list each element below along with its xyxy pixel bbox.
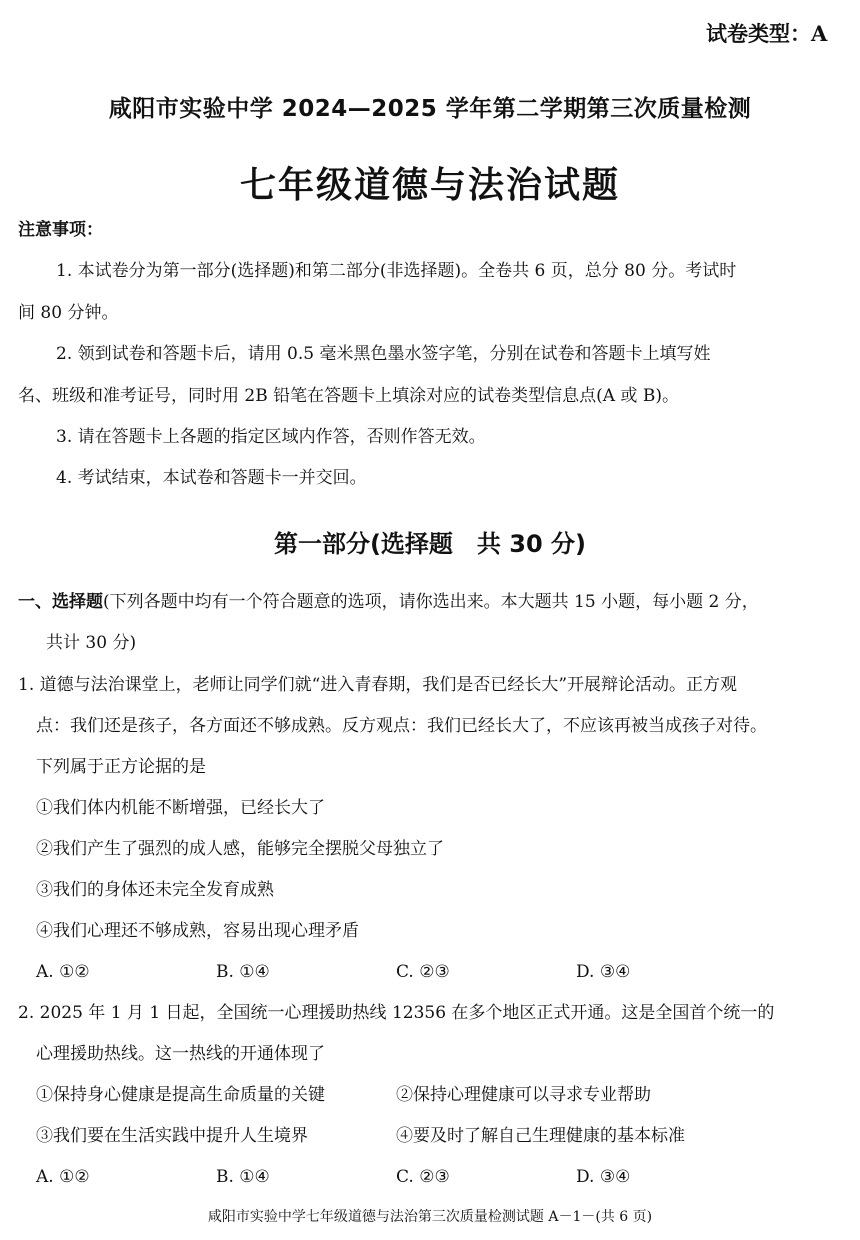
notice-heading: 注意事项： (18, 220, 103, 240)
page-footer: 咸阳市实验中学七年级道德与法治第三次质量检测试题 A－1－(共 6 页) (207, 1209, 653, 1225)
notice-item-4: 4. 考试结束，本试卷和答题卡一并交回。 (56, 468, 367, 488)
q2-statement-3: ③我们要在生活实践中提升人生境界 (36, 1126, 308, 1146)
section-one-description-line-2: 共计 30 分) (46, 633, 137, 653)
q2-statement-2: ②保持心理健康可以寻求专业帮助 (396, 1085, 651, 1105)
q2-statement-4: ④要及时了解自己生理健康的基本标准 (396, 1126, 685, 1146)
q2-option-c[interactable]: C. ②③ (396, 1167, 450, 1187)
exam-type-label: 试卷类型：A (706, 21, 828, 46)
q2-option-d[interactable]: D. ③④ (576, 1167, 631, 1187)
part-one-title: 第一部分(选择题 共 30 分) (273, 530, 587, 558)
notice-item-1-line-1: 1. 本试卷分为第一部分(选择题)和第二部分(非选择题)。全卷共 6 页，总分 80 分。考试时 (56, 261, 737, 281)
section-one-desc: (下列各题中均有一个符合题意的选项，请你选出来。本大题共 15 小题，每小题 2 分， (103, 592, 759, 612)
q2-stem-line-2: 心理援助热线。这一热线的开通体现了 (36, 1044, 325, 1064)
section-one-description-line-1 (18, 590, 759, 614)
q1-option-b[interactable]: B. ①④ (216, 962, 270, 982)
q2-statement-1: ①保持身心健康是提高生命质量的关键 (36, 1085, 325, 1105)
notice-item-2-line-2: 名、班级和准考证号，同时用 2B 铅笔在答题卡上填涂对应的试卷类型信息点(A 或 B)。 (18, 386, 679, 406)
q1-statement-1: ①我们体内机能不断增强，已经长大了 (36, 798, 325, 818)
q1-stem-line-2: 点：我们还是孩子，各方面还不够成熟。反方观点：我们已经长大了，不应该再被当成孩子对待。 (36, 716, 767, 736)
q2-option-a[interactable]: A. ①② (36, 1167, 90, 1187)
q1-statement-3: ③我们的身体还未完全发育成熟 (36, 880, 274, 900)
q2-stem-line-1: 2. 2025 年 1 月 1 日起，全国统一心理援助热线 12356 在多个地区正式开通。这是全国首个统一的 (18, 1003, 775, 1023)
q2-option-b[interactable]: B. ①④ (216, 1167, 270, 1187)
q1-option-c[interactable]: C. ②③ (396, 962, 450, 982)
q1-stem-line-1: 1. 道德与法治课堂上，老师让同学们就“进入青春期，我们是否已经长大”开展辩论活动。正方观 (18, 675, 738, 695)
q1-stem-line-3: 下列属于正方论据的是 (36, 757, 206, 777)
q1-option-a[interactable]: A. ①② (36, 962, 90, 982)
notice-item-2-line-1: 2. 领到试卷和答题卡后，请用 0.5 毫米黑色墨水签字笔，分别在试卷和答题卡上填写姓 (56, 344, 711, 364)
notice-item-1-line-2: 间 80 分钟。 (18, 303, 119, 323)
section-one-label: 一、选择题 (18, 592, 103, 612)
q1-option-d[interactable]: D. ③④ (576, 962, 631, 982)
paper-title: 七年级道德与法治试题 (239, 165, 620, 206)
q1-statement-4: ④我们心理还不够成熟，容易出现心理矛盾 (36, 921, 359, 941)
q1-statement-2: ②我们产生了强烈的成人感，能够完全摆脱父母独立了 (36, 839, 444, 859)
exam-header: 咸阳市实验中学 2024—2025 学年第二学期第三次质量检测 (108, 96, 752, 122)
notice-item-3: 3. 请在答题卡上各题的指定区域内作答，否则作答无效。 (56, 427, 486, 447)
